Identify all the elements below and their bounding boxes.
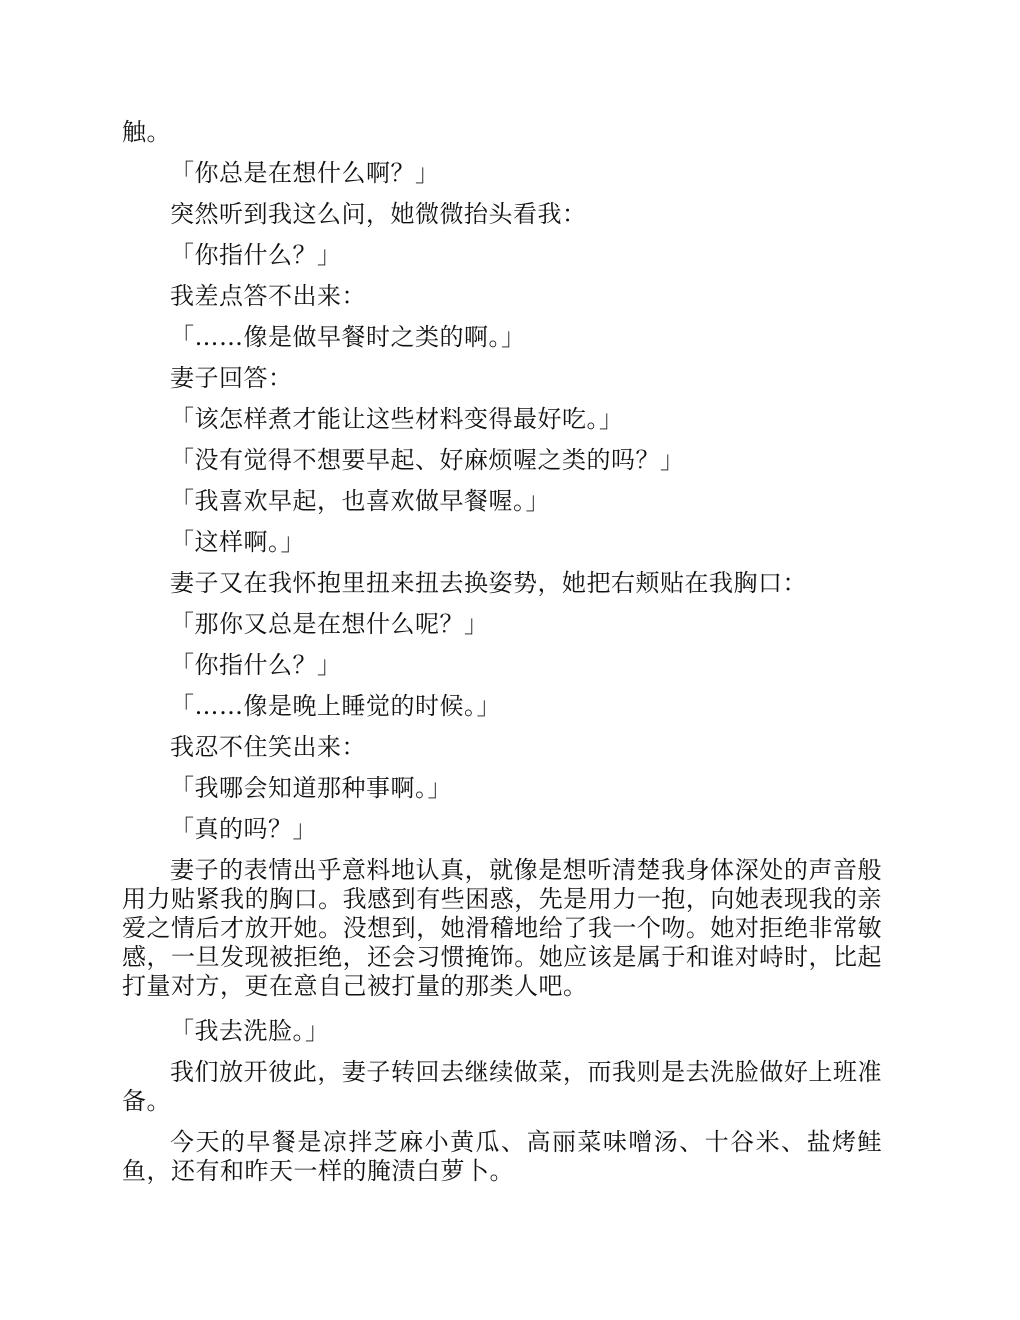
paragraph-21: 我们放开彼此，妻子转回去继续做菜，而我则是去洗脸做好上班准备。 bbox=[122, 1058, 882, 1115]
paragraph-3: 突然听到我这么问，她微微抬头看我： bbox=[170, 200, 587, 228]
paragraph-6: 「……像是做早餐时之类的啊。」 bbox=[170, 323, 526, 351]
paragraph-13: 「那你又总是在想什么呢？」 bbox=[170, 610, 489, 638]
paragraph-16: 我忍不住笑出来： bbox=[170, 733, 366, 761]
paragraph-7: 妻子回答： bbox=[170, 364, 293, 392]
paragraph-20: 「我去洗脸。」 bbox=[170, 1017, 330, 1045]
paragraph-4: 「你指什么？」 bbox=[170, 241, 342, 269]
paragraph-12: 妻子又在我怀抱里扭来扭去换姿势，她把右颊贴在我胸口： bbox=[170, 569, 807, 597]
paragraph-2: 「你总是在想什么啊？」 bbox=[170, 159, 440, 187]
paragraph-9: 「没有觉得不想要早起、好麻烦喔之类的吗？」 bbox=[170, 446, 685, 474]
paragraph-17: 「我哪会知道那种事啊。」 bbox=[170, 774, 452, 802]
paragraph-11: 「这样啊。」 bbox=[170, 528, 305, 556]
paragraph-1: 触。 bbox=[122, 118, 171, 146]
paragraph-8: 「该怎样煮才能让这些材料变得最好吃。」 bbox=[170, 405, 624, 433]
paragraph-19: 妻子的表情出乎意料地认真，就像是想听清楚我身体深处的声音般用力贴紧我的胸口。我感到有些困惑，先是用力一抱，向她表现我的亲爱之情后才放开她。没想到，她滑稽地给了我一个吻。她对拒绝非常敏感，一旦发现被拒绝，还会习惯掩饰。她应该是属于和谁对峙时，比起打量对方，更在意自己被打量的那类人吧。 bbox=[122, 856, 882, 1000]
paragraph-14: 「你指什么？」 bbox=[170, 651, 342, 679]
document-page bbox=[122, 118, 882, 1198]
paragraph-22: 今天的早餐是凉拌芝麻小黄瓜、高丽菜味噌汤、十谷米、盐烤鲑鱼，还有和昨天一样的腌渍白萝卜。 bbox=[122, 1128, 882, 1185]
paragraph-15: 「……像是晚上睡觉的时候。」 bbox=[170, 692, 501, 720]
paragraph-5: 我差点答不出来： bbox=[170, 282, 366, 310]
paragraph-10: 「我喜欢早起，也喜欢做早餐喔。」 bbox=[170, 487, 550, 515]
paragraph-18: 「真的吗？」 bbox=[170, 815, 317, 843]
